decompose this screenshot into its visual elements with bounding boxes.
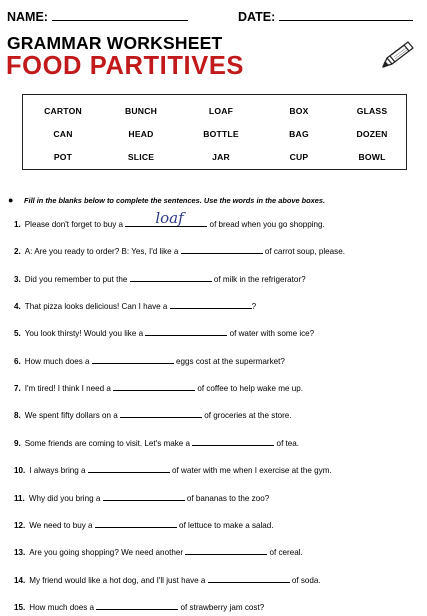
question-text-after: of coffee to help wake me up. [195,384,303,394]
question-item [14,492,424,503]
word-bank-item: BUNCH [124,106,158,116]
question-item [14,382,424,393]
answer-blank[interactable] [120,409,202,418]
answer-blank[interactable] [181,245,263,254]
question-text-before: I always bring a [29,466,88,476]
pencil-icon [378,38,416,72]
question-number: 6. [14,356,21,366]
question-number: 2. [14,247,21,257]
worksheet-title: GRAMMAR WORKSHEET [7,33,223,53]
question-text-after: of cereal. [267,548,303,558]
question-text-before: Some friends are coming to visit. Let's make a [24,438,193,448]
word-bank-item: SLICE [127,152,155,162]
question-number: 9. [14,438,21,448]
answer-blank[interactable] [96,601,178,610]
name-label: NAME: [7,10,48,24]
question-number: 14. [14,575,26,585]
question-number: 3. [14,274,21,284]
question-item [14,409,424,420]
question-item [14,519,424,530]
question-number: 10. [14,466,26,476]
question-text-before: I'm tired! I think I need a [24,384,114,394]
name-field[interactable] [7,10,188,24]
date-label: DATE: [238,10,276,24]
question-text-after: of bananas to the zoo? [184,493,270,503]
question-text-before: A: Are you ready to order? B: Yes, I'd like a [24,247,181,257]
answer-blank[interactable] [130,273,212,282]
answer-blank[interactable] [208,574,290,583]
question-text-before: That pizza looks delicious! Can I have a [24,302,170,312]
word-bank-item: LOAF [208,106,234,116]
question-text-after: ? [251,302,257,312]
question-number: 1. [14,220,21,229]
question-text-before: How much does a [29,602,97,612]
question-item [14,574,424,585]
question-text-before: How much does a [24,356,92,366]
question-text-before: Did you remember to put the [24,274,130,284]
question-text-before: We spent fifty dollars on a [24,411,120,421]
question-item [14,209,424,229]
question-text-before: Are you going shopping? We need another [29,548,186,558]
word-bank-item: BOWL [358,152,386,162]
answer-blank[interactable] [170,300,252,309]
answer-blank[interactable] [125,209,207,227]
answer-blank[interactable] [92,355,174,364]
question-item [14,464,424,475]
question-item [14,300,424,311]
question-text-after: of milk in the refrigerator? [211,274,306,284]
question-text-after: of water with some ice? [227,329,315,339]
question-text-after: of water with me when I exercise at the gym. [169,466,332,476]
word-bank-item: BAG [289,129,309,139]
question-number: 12. [14,520,26,530]
word-bank-item: POT [53,152,73,162]
question-text-after: of lettuce to make a salad. [176,520,274,530]
question-number: 13. [14,548,26,558]
question-text-before: My friend would like a hot dog, and I'll just have a [29,575,208,585]
word-bank-item: JAR [212,152,230,162]
question-item [14,601,424,612]
bullet-icon: ● [8,195,14,205]
question-number: 11. [14,493,25,503]
question-text-before: We need to buy a [29,520,95,530]
worksheet-subtitle: FOOD PARTITIVES [6,52,245,80]
question-text-after: eggs cost at the supermarket? [173,356,285,366]
date-field[interactable] [238,10,413,24]
question-text-after: of soda. [289,575,321,585]
answer-blank[interactable] [103,492,185,501]
question-number: 5. [14,329,21,339]
question-text-after: of bread when you go shopping. [207,220,325,229]
question-text-before: Why did you bring a [28,493,103,503]
answer-blank[interactable] [95,519,177,528]
question-text-before: You look thirsty! Would you like a [24,329,146,339]
answer-blank[interactable] [88,464,170,473]
question-item [14,273,424,284]
word-bank-item: CUP [289,152,309,162]
question-item [14,355,424,366]
word-bank-item: BOTTLE [203,129,239,139]
answer-blank[interactable] [185,546,267,555]
word-bank-item: CAN [53,129,73,139]
name-line[interactable] [52,10,188,21]
word-bank-item: BOX [289,106,309,116]
date-line[interactable] [279,10,413,21]
question-text-after: of strawberry jam cost? [178,602,265,612]
question-item [14,327,424,338]
word-bank [22,94,407,170]
handwritten-answer: loaf [155,209,184,227]
instructions [8,195,423,205]
question-number: 4. [14,302,21,312]
question-text-after: of tea. [274,438,300,448]
answer-blank[interactable] [145,327,227,336]
question-number: 7. [14,384,21,394]
question-number: 8. [14,411,21,421]
word-bank-item: DOZEN [356,129,388,139]
question-number: 15. [14,602,26,612]
question-text-after: of carrot soup, please. [262,247,345,257]
answer-blank[interactable] [192,437,274,446]
question-text-after: of groceries at the store. [202,411,292,421]
word-bank-item: GLASS [356,106,388,116]
question-item [14,546,424,557]
question-text-before: Please don't forget to buy a [24,220,126,229]
question-item [14,245,424,256]
word-bank-item: CARTON [44,106,82,116]
word-bank-item: HEAD [128,129,154,139]
question-item [14,437,424,448]
instructions-text: Fill in the blanks below to complete the sentences. Use the words in the above boxes. [24,196,326,205]
answer-blank[interactable] [113,382,195,391]
